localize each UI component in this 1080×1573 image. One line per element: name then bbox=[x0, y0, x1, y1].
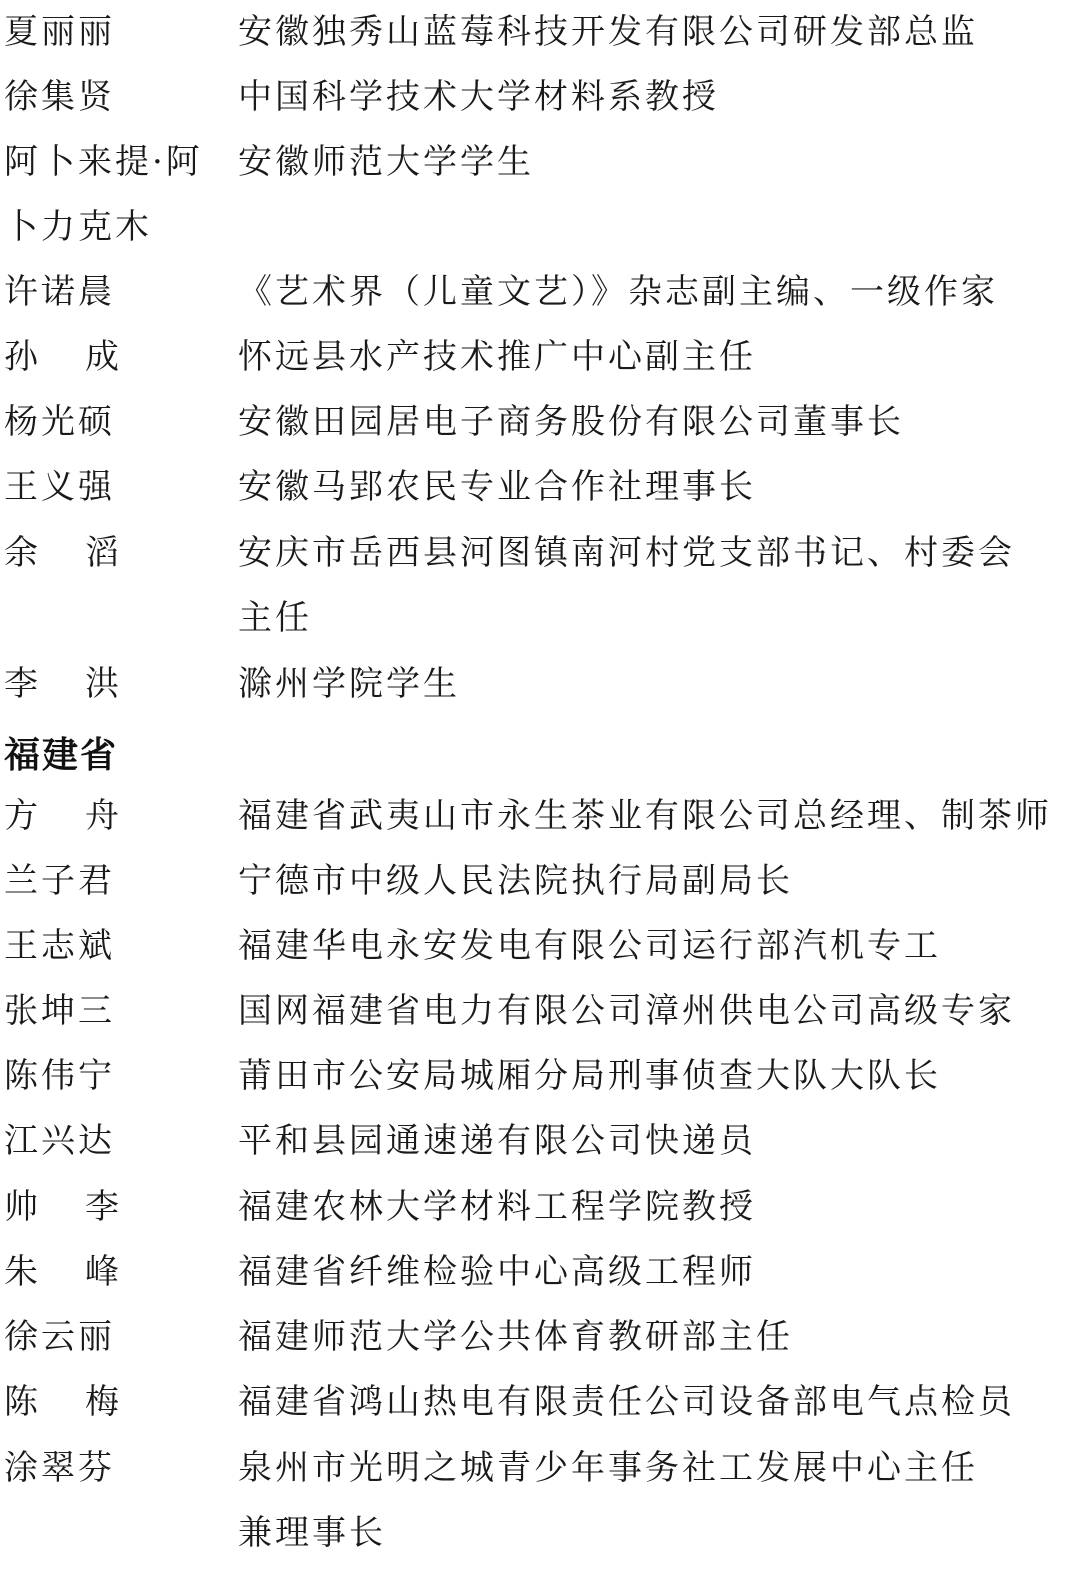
person-name bbox=[4, 1177, 229, 1237]
person-title: 平和县园通速递有限公司快递员 bbox=[238, 1121, 756, 1161]
person-title: 福建省纤维检验中心高级工程师 bbox=[238, 1252, 756, 1292]
name-last-char: 梅 bbox=[85, 1382, 122, 1422]
person-name: 徐集贤 bbox=[4, 77, 115, 117]
person-name: 夏丽丽 bbox=[4, 12, 115, 52]
list-item bbox=[0, 786, 1080, 846]
person-title: 福建华电永安发电有限公司运行部汽机专工 bbox=[238, 926, 941, 966]
person-name: 杨光硕 bbox=[4, 402, 115, 442]
name-first-char: 帅 bbox=[4, 1187, 41, 1227]
person-title: 安徽马郢农民专业合作社理事长 bbox=[238, 467, 756, 507]
list-item bbox=[0, 457, 1080, 517]
list-item bbox=[0, 851, 1080, 911]
person-title-continued: 兼理事长 bbox=[238, 1513, 386, 1553]
list-item bbox=[0, 1438, 1080, 1498]
person-title: 福建农林大学材料工程学院教授 bbox=[238, 1187, 756, 1227]
person-title: 宁德市中级人民法院执行局副局长 bbox=[238, 861, 793, 901]
name-first-char: 孙 bbox=[4, 337, 41, 377]
person-title: 安庆市岳西县河图镇南河村党支部书记、村委会 bbox=[238, 533, 1015, 573]
person-title: 安徽独秀山蓝莓科技开发有限公司研发部总监 bbox=[238, 12, 978, 52]
list-item bbox=[0, 67, 1080, 127]
list-item bbox=[0, 1242, 1080, 1302]
person-name: 王义强 bbox=[4, 467, 115, 507]
person-title: 福建省武夷山市永生茶业有限公司总经理、制茶师 bbox=[238, 796, 1052, 836]
person-name: 王志斌 bbox=[4, 926, 115, 966]
name-first-char: 陈 bbox=[4, 1382, 41, 1422]
person-title: 福建师范大学公共体育教研部主任 bbox=[238, 1317, 793, 1357]
person-name bbox=[4, 1242, 229, 1302]
person-name: 涂翠芬 bbox=[4, 1448, 115, 1488]
person-title: 《艺术界（儿童文艺）》杂志副主编、一级作家 bbox=[238, 272, 998, 312]
list-item bbox=[0, 327, 1080, 387]
person-title: 福建省鸿山热电有限责任公司设备部电气点检员 bbox=[238, 1382, 1015, 1422]
person-title: 国网福建省电力有限公司漳州供电公司高级专家 bbox=[238, 991, 1015, 1031]
name-last-char: 李 bbox=[85, 1187, 122, 1227]
section-heading: 福建省 bbox=[4, 735, 119, 776]
person-name: 许诺晨 bbox=[4, 272, 115, 312]
person-title: 安徽师范大学学生 bbox=[238, 142, 534, 182]
name-last-char: 峰 bbox=[85, 1252, 122, 1292]
list-item bbox=[0, 262, 1080, 322]
list-item bbox=[0, 1372, 1080, 1432]
list-item bbox=[0, 654, 1080, 714]
list-item bbox=[0, 981, 1080, 1041]
person-title: 莆田市公安局城厢分局刑事侦查大队大队长 bbox=[238, 1056, 941, 1096]
list-item bbox=[0, 1111, 1080, 1171]
list-item bbox=[0, 588, 1080, 648]
person-name bbox=[4, 786, 229, 846]
person-title: 泉州市光明之城青少年事务社工发展中心主任 bbox=[238, 1448, 978, 1488]
list-item bbox=[0, 1177, 1080, 1237]
person-title: 安徽田园居电子商务股份有限公司董事长 bbox=[238, 402, 904, 442]
person-name: 阿卜来提·阿 bbox=[4, 142, 203, 182]
person-name: 陈伟宁 bbox=[4, 1056, 115, 1096]
name-first-char: 方 bbox=[4, 796, 41, 836]
name-last-char: 成 bbox=[85, 337, 122, 377]
list-item bbox=[0, 2, 1080, 62]
list-item bbox=[0, 197, 1080, 257]
list-item bbox=[0, 1046, 1080, 1106]
person-name: 张坤三 bbox=[4, 991, 115, 1031]
person-title: 滁州学院学生 bbox=[238, 664, 460, 704]
person-title-continued: 主任 bbox=[238, 598, 312, 638]
person-name bbox=[4, 654, 229, 714]
list-item bbox=[0, 1503, 1080, 1563]
person-title: 中国科学技术大学材料系教授 bbox=[238, 77, 719, 117]
person-name bbox=[4, 523, 229, 583]
list-item bbox=[0, 132, 1080, 192]
person-name-continued: 卜力克木 bbox=[4, 207, 152, 247]
name-last-char: 洪 bbox=[85, 664, 122, 704]
list-item bbox=[0, 392, 1080, 452]
person-title: 怀远县水产技术推广中心副主任 bbox=[238, 337, 756, 377]
person-name: 徐云丽 bbox=[4, 1317, 115, 1357]
name-first-char: 朱 bbox=[4, 1252, 41, 1292]
person-name bbox=[4, 327, 229, 387]
name-last-char: 舟 bbox=[85, 796, 122, 836]
list-item bbox=[0, 523, 1080, 583]
list-item bbox=[0, 916, 1080, 976]
person-name: 兰子君 bbox=[4, 861, 115, 901]
name-first-char: 李 bbox=[4, 664, 41, 704]
name-last-char: 滔 bbox=[85, 533, 122, 573]
name-first-char: 余 bbox=[4, 533, 41, 573]
person-name bbox=[4, 1372, 229, 1432]
person-name: 江兴达 bbox=[4, 1121, 115, 1161]
list-item bbox=[0, 1307, 1080, 1367]
